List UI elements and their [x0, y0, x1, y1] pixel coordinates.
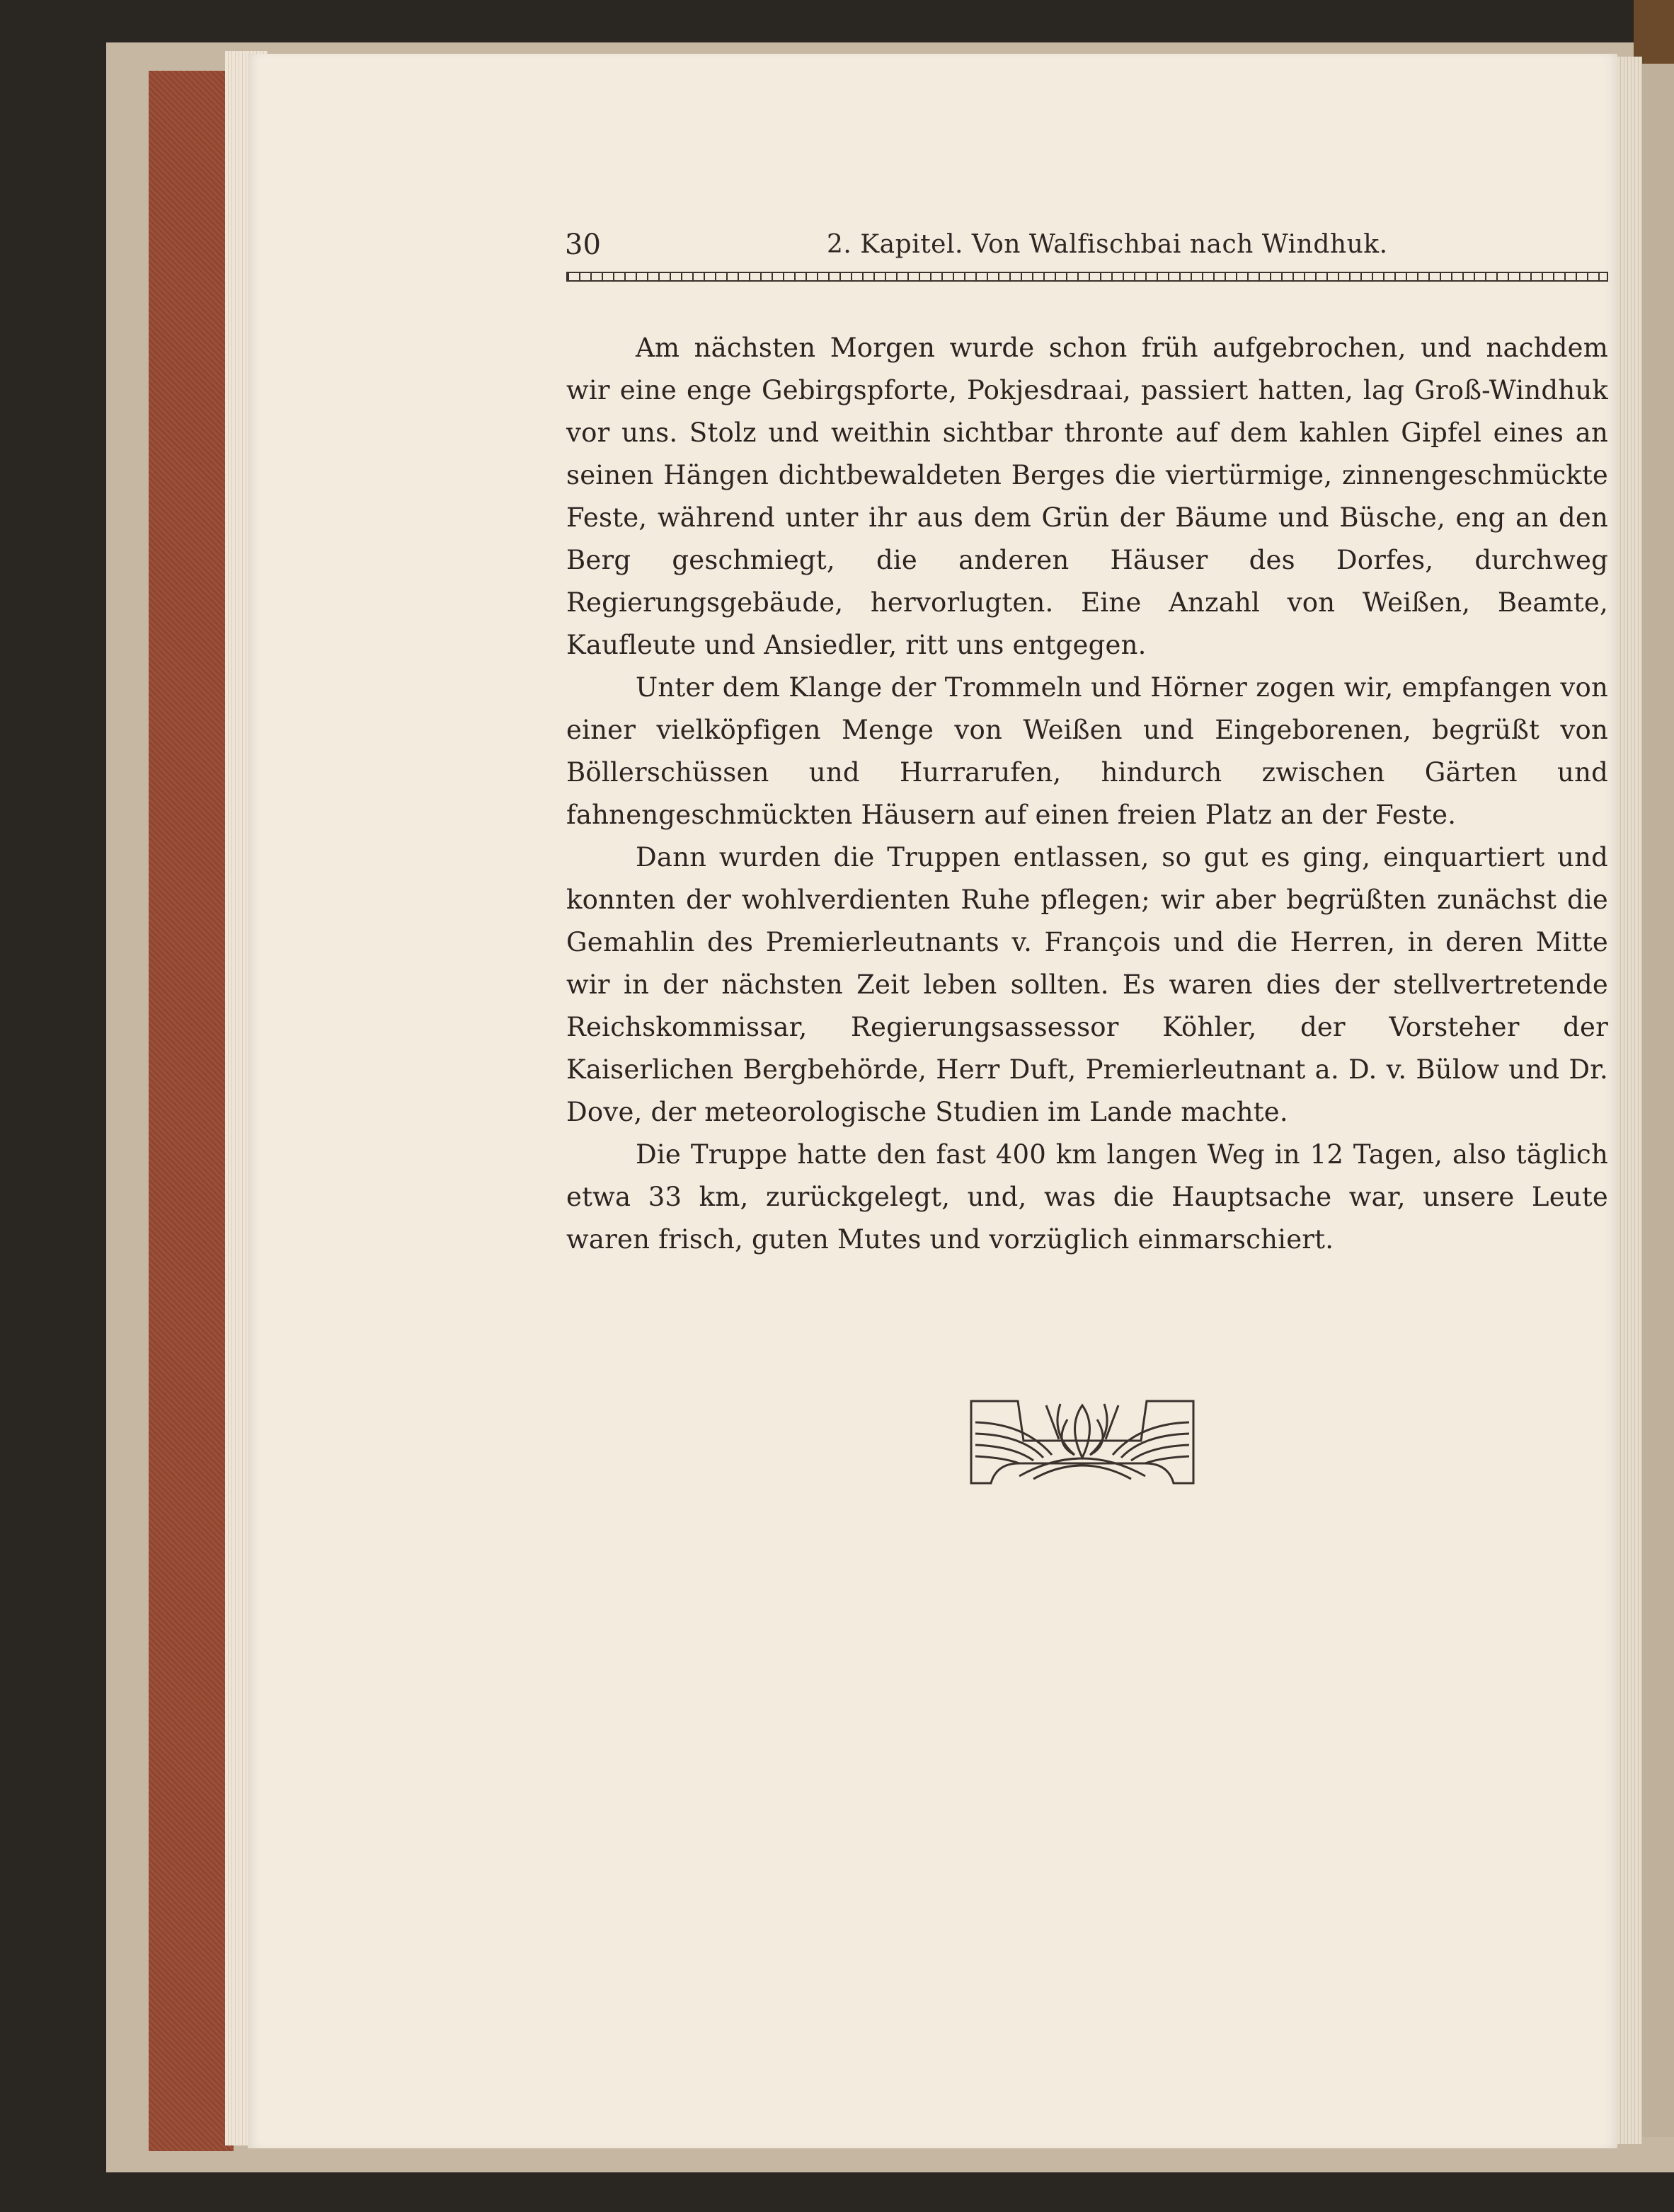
body-text — [566, 327, 1608, 1261]
book-back-board — [1641, 64, 1674, 2137]
paragraph: Die Truppe hatte den fast 400 km langen Weg in 12 Tagen, also täglich etwa 33 km, zurückgelegt, und, was die Hauptsache war, unsere Leute waren frisch, guten Mutes und vorzüglich einmarschiert. — [566, 1139, 1608, 1255]
art-nouveau-fleuron-icon — [968, 1398, 1196, 1486]
book-spine-cloth — [149, 71, 234, 2151]
paragraph: Unter dem Klange der Trommeln und Hörner zogen wir, empfangen von einer vielköpfigen Menge von Weißen und Eingeborenen, begrüßt von Böllerschüssen und Hurrarufen, hindurch zwischen Gärten und fahnengeschmückten Häusern auf einen freien Platz an der Feste. — [566, 672, 1608, 830]
page-number: 30 — [565, 229, 601, 261]
running-head — [565, 225, 1612, 265]
header-rule — [566, 272, 1608, 282]
paragraph: Dann wurden die Truppen entlassen, so gut es ging, einquartiert und konnten der wohlverdienten Ruhe pflegen; wir aber begrüßten zunächst die Gemahlin des Premierleutnants v. François und die Herren, in deren Mitte wir in der nächsten Zeit leben sollten. Es waren dies der stellvertretende Reichskommissar, Regierungsassessor Köhler, der Vorsteher der Kaiserlichen Bergbehörde, Herr Duft, Premierleutnant a. D. v. Bülow und Dr. Dove, der meteorologische Studien im Lande machte. — [566, 842, 1608, 1127]
chapter-title: 2. Kapitel. Von Walfischbai nach Windhuk. — [827, 230, 1388, 259]
paragraph: Am nächsten Morgen wurde schon früh aufgebrochen, und nachdem wir eine enge Gebirgspforte, Pokjesdraai, passiert hatten, lag Groß-Windhuk vor uns. Stolz und weithin sichtbar thronte auf dem kahlen Gipfel eines an seinen Hängen dichtbewaldeten Berges die viertürmige, zinnengeschmückte Feste, während unter ihr aus dem Grün der Bäume und Büsche, eng an den Berg geschmiegt, die anderen Häuser des Dorfes, durchweg Regierungsgebäude, hervorlugten. Eine Anzahl von Weißen, Beamte, Kaufleute und Ansiedler, ritt uns entgegen. — [566, 333, 1608, 660]
